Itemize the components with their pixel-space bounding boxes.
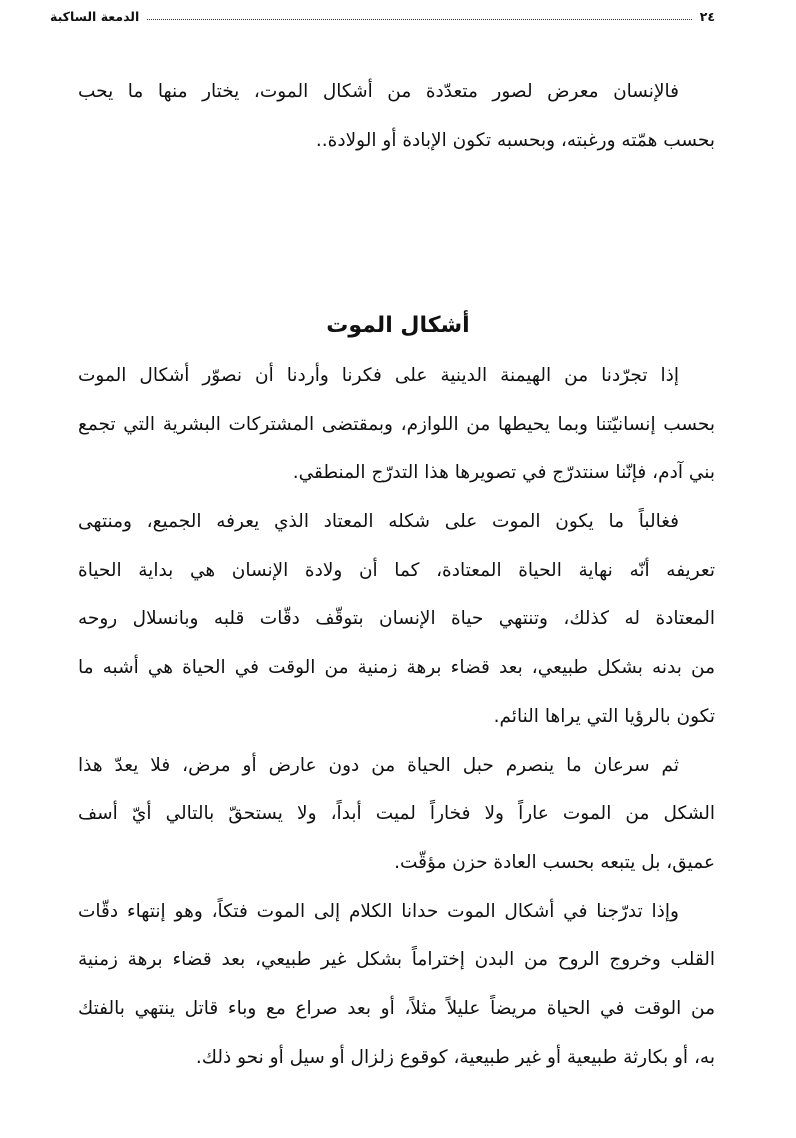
text-line: ثم سرعان ما ينصرم حبل الحياة من دون عارض أو مرض، فلا يعدّ هذا [78,754,679,776]
section-title: أشكال الموت [326,313,470,338]
text-line: تعريفه أنّه نهاية الحياة المعتادة، كما أن ولادة الإنسان هي بداية الحياة [78,559,715,581]
text-line: القلب وخروج الروح من البدن إختراماً بشكل غير طبيعي، بعد قضاء برهة زمنية [78,949,715,971]
text-line: إذا تجرّدنا من الهيمنة الدينية على فكرنا وأردنا أن نصوّر أشكال الموت [78,365,679,386]
paragraph [78,888,715,1083]
text-line: بحسب إنسانيّتنا وبما يحيطها من اللوازم، وبمقتضى المشتركات البشرية التي تجمع [78,413,715,435]
text-line: وإذا تدرّجنا في أشكال الموت حدانا الكلام إلى الموت فتكاً، وهو إنتهاء دقّات [78,900,679,922]
text-line: به، أو بكارثة طبيعية أو غير طبيعية، كوقوع زلزال أو سيل أو نحو ذلك. [195,1046,715,1068]
intro-paragraph [78,68,715,165]
text-line: بني آدم، فإنّنا سنتدرّج في تصويرها هذا التدرّج المنطقي. [292,462,715,484]
text-line: الشكل من الموت عاراً ولا فخاراً لميت أبداً، ولا يستحقّ بالتالي أيّ أسف [78,803,715,825]
paragraph [78,498,715,741]
body-text [78,352,715,1082]
text-line: فغالباً ما يكون الموت على شكله المعتاد الذي يعرفه الجميع، ومنتهى [78,511,679,533]
text-line: فالإنسان معرض لصور متعدّدة من أشكال الموت، يختار منها ما يحب [78,81,679,102]
text-line: بحسب همّته ورغبته، وبحسبه تكون الإبادة أو الولادة.. [315,129,715,151]
text-line: من بدنه بشكل طبيعي، بعد قضاء برهة زمنية من الوقت في الحياة هي أشبه ما [78,657,715,679]
running-header [50,4,715,28]
book-title: الدمعة الساكبة [50,8,140,24]
text-line: عميق، بل يتبعه بحسب العادة حزن مؤقّت. [394,851,715,873]
text-line: المعتادة له كذلك، وتنتهي حياة الإنسان بتوقّف دقّات قلبه وبانسلال روحه [78,608,715,630]
page-number: ٢٤ [699,8,715,24]
paragraph [78,352,715,498]
paragraph [78,742,715,888]
header-dotted-rule [147,19,691,20]
text-line: من الوقت في الحياة مريضاً عليلاً مثلاً، أو بعد صراع مع وباء قاتل ينتهي بالفتك [78,997,715,1019]
text-line: تكون بالرؤيا التي يراها النائم. [493,705,715,727]
